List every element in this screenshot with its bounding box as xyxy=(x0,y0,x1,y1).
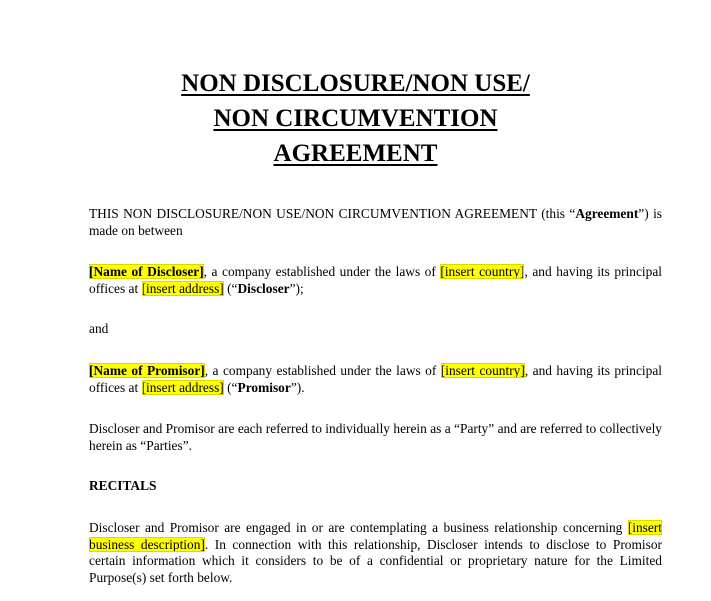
promisor-country-placeholder: [insert country] xyxy=(440,363,525,378)
discloser-country-placeholder: [insert country] xyxy=(440,264,525,279)
and-paragraph: and xyxy=(89,321,109,336)
business-description-placeholder: [insert business description] xyxy=(89,520,662,552)
promisor-paragraph: [Name of Promisor], a company established under the laws of [insert country], and having its principal offices at [insert address] (“Promisor”). xyxy=(89,363,663,395)
agreement-term: Agreement xyxy=(575,206,639,221)
recitals-heading: RECITALS xyxy=(89,478,157,493)
promisor-name-placeholder: [Name of Promisor] xyxy=(89,363,205,378)
title-line-3: AGREEMENT xyxy=(273,140,438,167)
recitals-paragraph: Discloser and Promisor are engaged in or are contemplating a business relationship concerning [insert business description]. In connection with this relationship, Discloser intends to disclose to Promisor certain information which it considers to be of a confidential or proprietary nature for the Limited Purpose(s) set forth below. xyxy=(89,520,662,585)
parties-paragraph: Discloser and Promisor are each referred to individually herein as a “Party” and are referred to collectively herein as “Parties”. xyxy=(89,421,662,453)
promisor-address-placeholder: [insert address] xyxy=(141,379,224,395)
discloser-address-placeholder: [insert address] xyxy=(141,280,224,296)
title-line-1: NON DISCLOSURE/NON USE/ xyxy=(181,70,530,97)
discloser-paragraph: [Name of Discloser], a company established under the laws of [insert country], and having its principal offices at [insert address] (“Discloser”); xyxy=(89,264,662,296)
discloser-term: Discloser xyxy=(237,280,290,296)
title-line-2: NON CIRCUMVENTION xyxy=(213,105,498,132)
intro-paragraph: THIS NON DISCLOSURE/NON USE/NON CIRCUMVENTION AGREEMENT (this “Agreement”) is made on between xyxy=(89,206,662,238)
document-title xyxy=(0,66,711,171)
discloser-name-placeholder: [Name of Discloser] xyxy=(89,264,204,279)
promisor-term: Promisor xyxy=(237,379,291,395)
